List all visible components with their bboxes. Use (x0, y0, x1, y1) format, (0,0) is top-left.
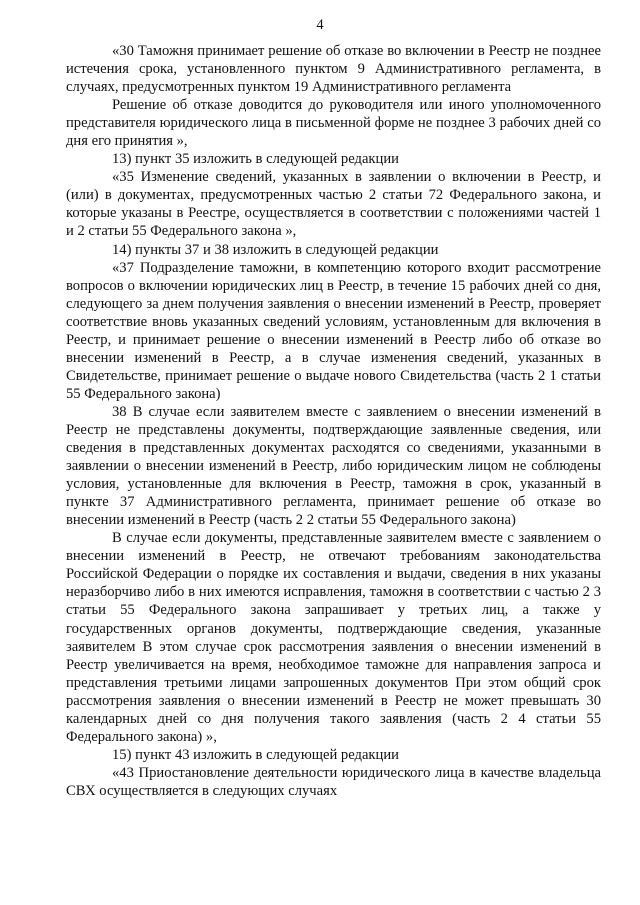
paragraph-amendment-15: 15) пункт 43 изложить в следующей редакции (112, 746, 399, 763)
paragraph-amendment-14: 14) пункты 37 и 38 изложить в следующей редакции (112, 241, 439, 258)
paragraph-item-30: «30 Таможня принимает решение об отказе во включении в Реестр не позднее истечения срока, установленного пунктом 9 Административного регламента, в случаях, предусмотренных пунктом 19 Административного регламента (66, 43, 601, 96)
paragraph-item-37: «37 Подразделение таможни, в компетенцию которого входит рассмотрение вопросов о включении юридических лиц в Реестр, в течение 15 рабочих дней со дня, следующего за днем получения заявления о внесении изменений в Реестр, проверяет соответствие вновь указанных сведений условиям, установленным для включения в Реестр, и принимает решение о внесении изменений в Реестр либо об отказе во внесении изменений в Реестр, а в случае изменения сведений, указанных в Свидетельстве, принимает решение о выдаче нового Свидетельства (часть 2 1 статьи 55 Федерального закона) (66, 259, 601, 402)
paragraph-documents-request: В случае если документы, представленные заявителем вместе с заявлением о внесении изменений в Реестр, не отвечают требованиям законодательства Российской Федерации о порядке их составления и выдачи, сведения в них указаны неразборчиво либо в них имеются исправления, таможня в соответствии с частью 2 3 статьи 55 Федерального закона запрашивает у третьих лиц, а также у государственных органов документы, подтверждающие сведения, указанные заявителем В этом случае срок рассмотрения заявления о внесении изменений в Реестр увеличивается на время, необходимое таможне для направления запроса и представления третьими лицами запрошенных документов При этом общий срок рассмотрения заявления о внесении изменений в Реестр не может превышать 30 календарных дней со дня получения такого заявления (часть 2 4 статьи 55 Федерального закона) », (66, 530, 601, 745)
paragraph-item-35: «35 Изменение сведений, указанных в заявлении о включении в Реестр, и (или) в документах, предусмотренных частью 2 статьи 72 Федерального закона, и которые указаны в Реестре, осуществляется в соответствии с положениями частей 1 и 2 статьи 55 Федерального закона », (66, 169, 601, 240)
paragraph-refusal-notice: Решение об отказе доводится до руководителя или иного уполномоченного представителя юридического лица в письменной форме не позднее 3 рабочих дней со дня его принятия », (66, 97, 601, 150)
document-body (66, 42, 601, 800)
paragraph-item-43: «43 Приостановление деятельности юридического лица в качестве владельца СВХ осуществляется в следующих случаях (66, 764, 601, 799)
page-number: 4 (316, 17, 324, 33)
paragraph-item-38: 38 В случае если заявителем вместе с заявлением о внесении изменений в Реестр не представлены документы, подтверждающие заявленные сведения, или сведения в представленных документах расходятся со сведениями, указанными в заявлении о внесении изменений в Реестр, либо юридическим лицом не соблюдены условия, установленные для включения в Реестр, таможня в срок, указанный в пункте 37 Административного регламента, принимает решение об отказе во внесении изменений в Реестр (часть 2 2 статьи 55 Федерального закона) (66, 403, 601, 529)
paragraph-amendment-13: 13) пункт 35 изложить в следующей редакции (112, 151, 399, 168)
